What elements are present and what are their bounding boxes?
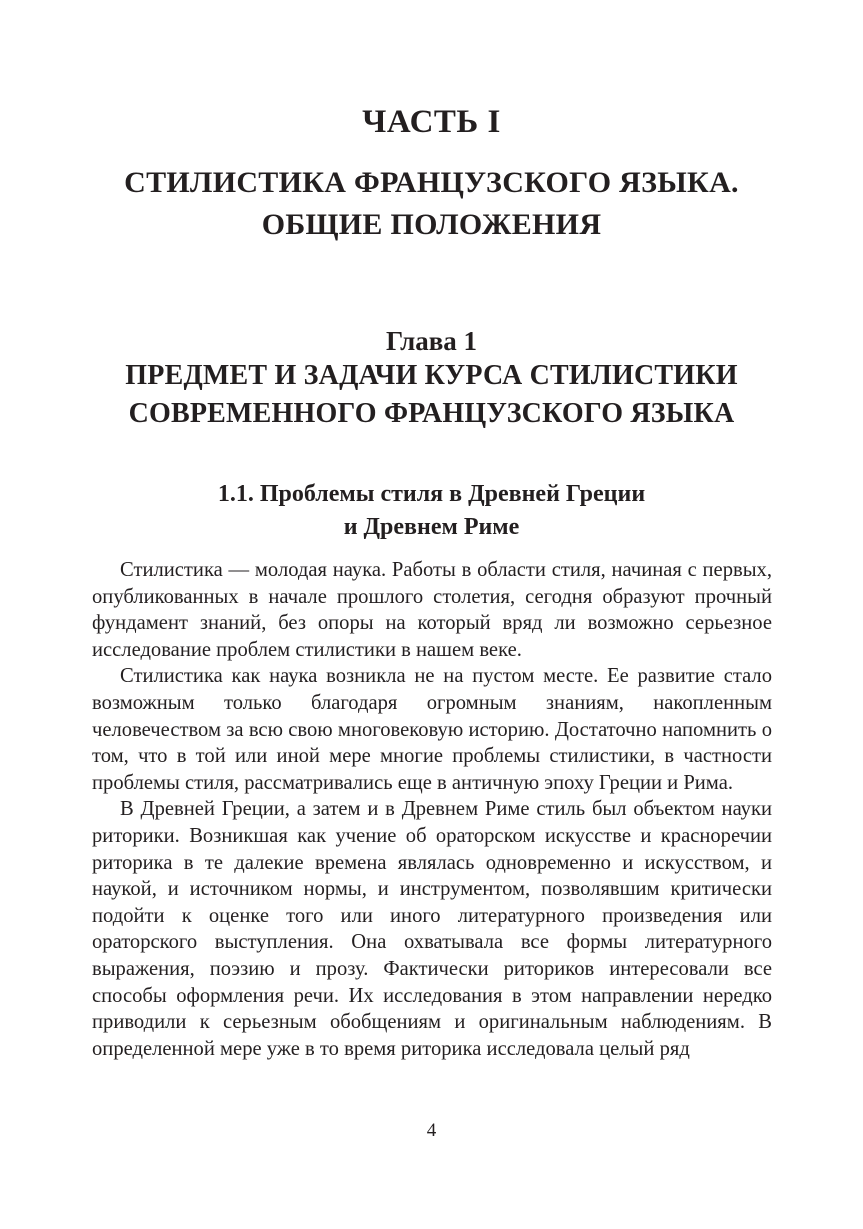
- chapter-title-line-1: ПРЕДМЕТ И ЗАДАЧИ КУРСА СТИЛИСТИКИ: [125, 360, 738, 391]
- section-title-line-1: 1.1. Проблемы стиля в Древней Греции: [217, 481, 646, 507]
- paragraph-3: В Древней Греции, а затем и в Древнем Риме стиль был объектом науки риторики. Возникшая как учение об ораторском искусстве и красноречии риторика в те далекие времена являлась одновременно и искусством, и наукой, и источником нормы, и инструментом, позволявшим критически подойти к оценке того или иного литературного произведения или ораторского выступления. Она охватывала все формы литературного выражения, поэзию и прозу. Фактически риториков интересовали все способы оформления речи. Их исследования в этом направлении нередко приводили к серьезным обобщениям и оригинальным наблюдениям. В определенной мере уже в то время риторика исследовала целый ряд: [92, 798, 772, 1060]
- body-text: [92, 557, 772, 1062]
- section-title-line-2: и Древнем Риме: [343, 514, 520, 540]
- section-title: [0, 478, 863, 544]
- chapter-title: [0, 357, 863, 433]
- part-subtitle: [0, 162, 863, 246]
- chapter-number: Глава 1: [385, 326, 478, 356]
- part-subtitle-line-2: ОБЩИЕ ПОЛОЖЕНИЯ: [261, 208, 602, 241]
- part-subtitle-line-1: СТИЛИСТИКА ФРАНЦУЗСКОГО ЯЗЫКА.: [124, 166, 739, 199]
- page-number: 4: [426, 1120, 437, 1141]
- chapter-title-line-2: СОВРЕМЕННОГО ФРАНЦУЗСКОГО ЯЗЫКА: [128, 398, 735, 429]
- part-title: ЧАСТЬ I: [362, 104, 501, 140]
- paragraph-2: Стилистика как наука возникла не на пустом месте. Ее развитие стало возможным только благодаря огромным знаниям, накопленным человечеством за всю свою многовековую историю. Достаточно напомнить о том, что в той или иной мере многие проблемы стилистики, в частности проблемы стиля, рассматривались еще в античную эпоху Греции и Рима.: [92, 665, 772, 794]
- paragraph-1: Стилистика — молодая наука. Работы в области стиля, начиная с первых, опубликованных в начале прошлого столетия, сегодня образуют прочный фундамент знаний, без опоры на который вряд ли возможно серьезное исследование проблем стилистики в нашем веке.: [92, 559, 772, 661]
